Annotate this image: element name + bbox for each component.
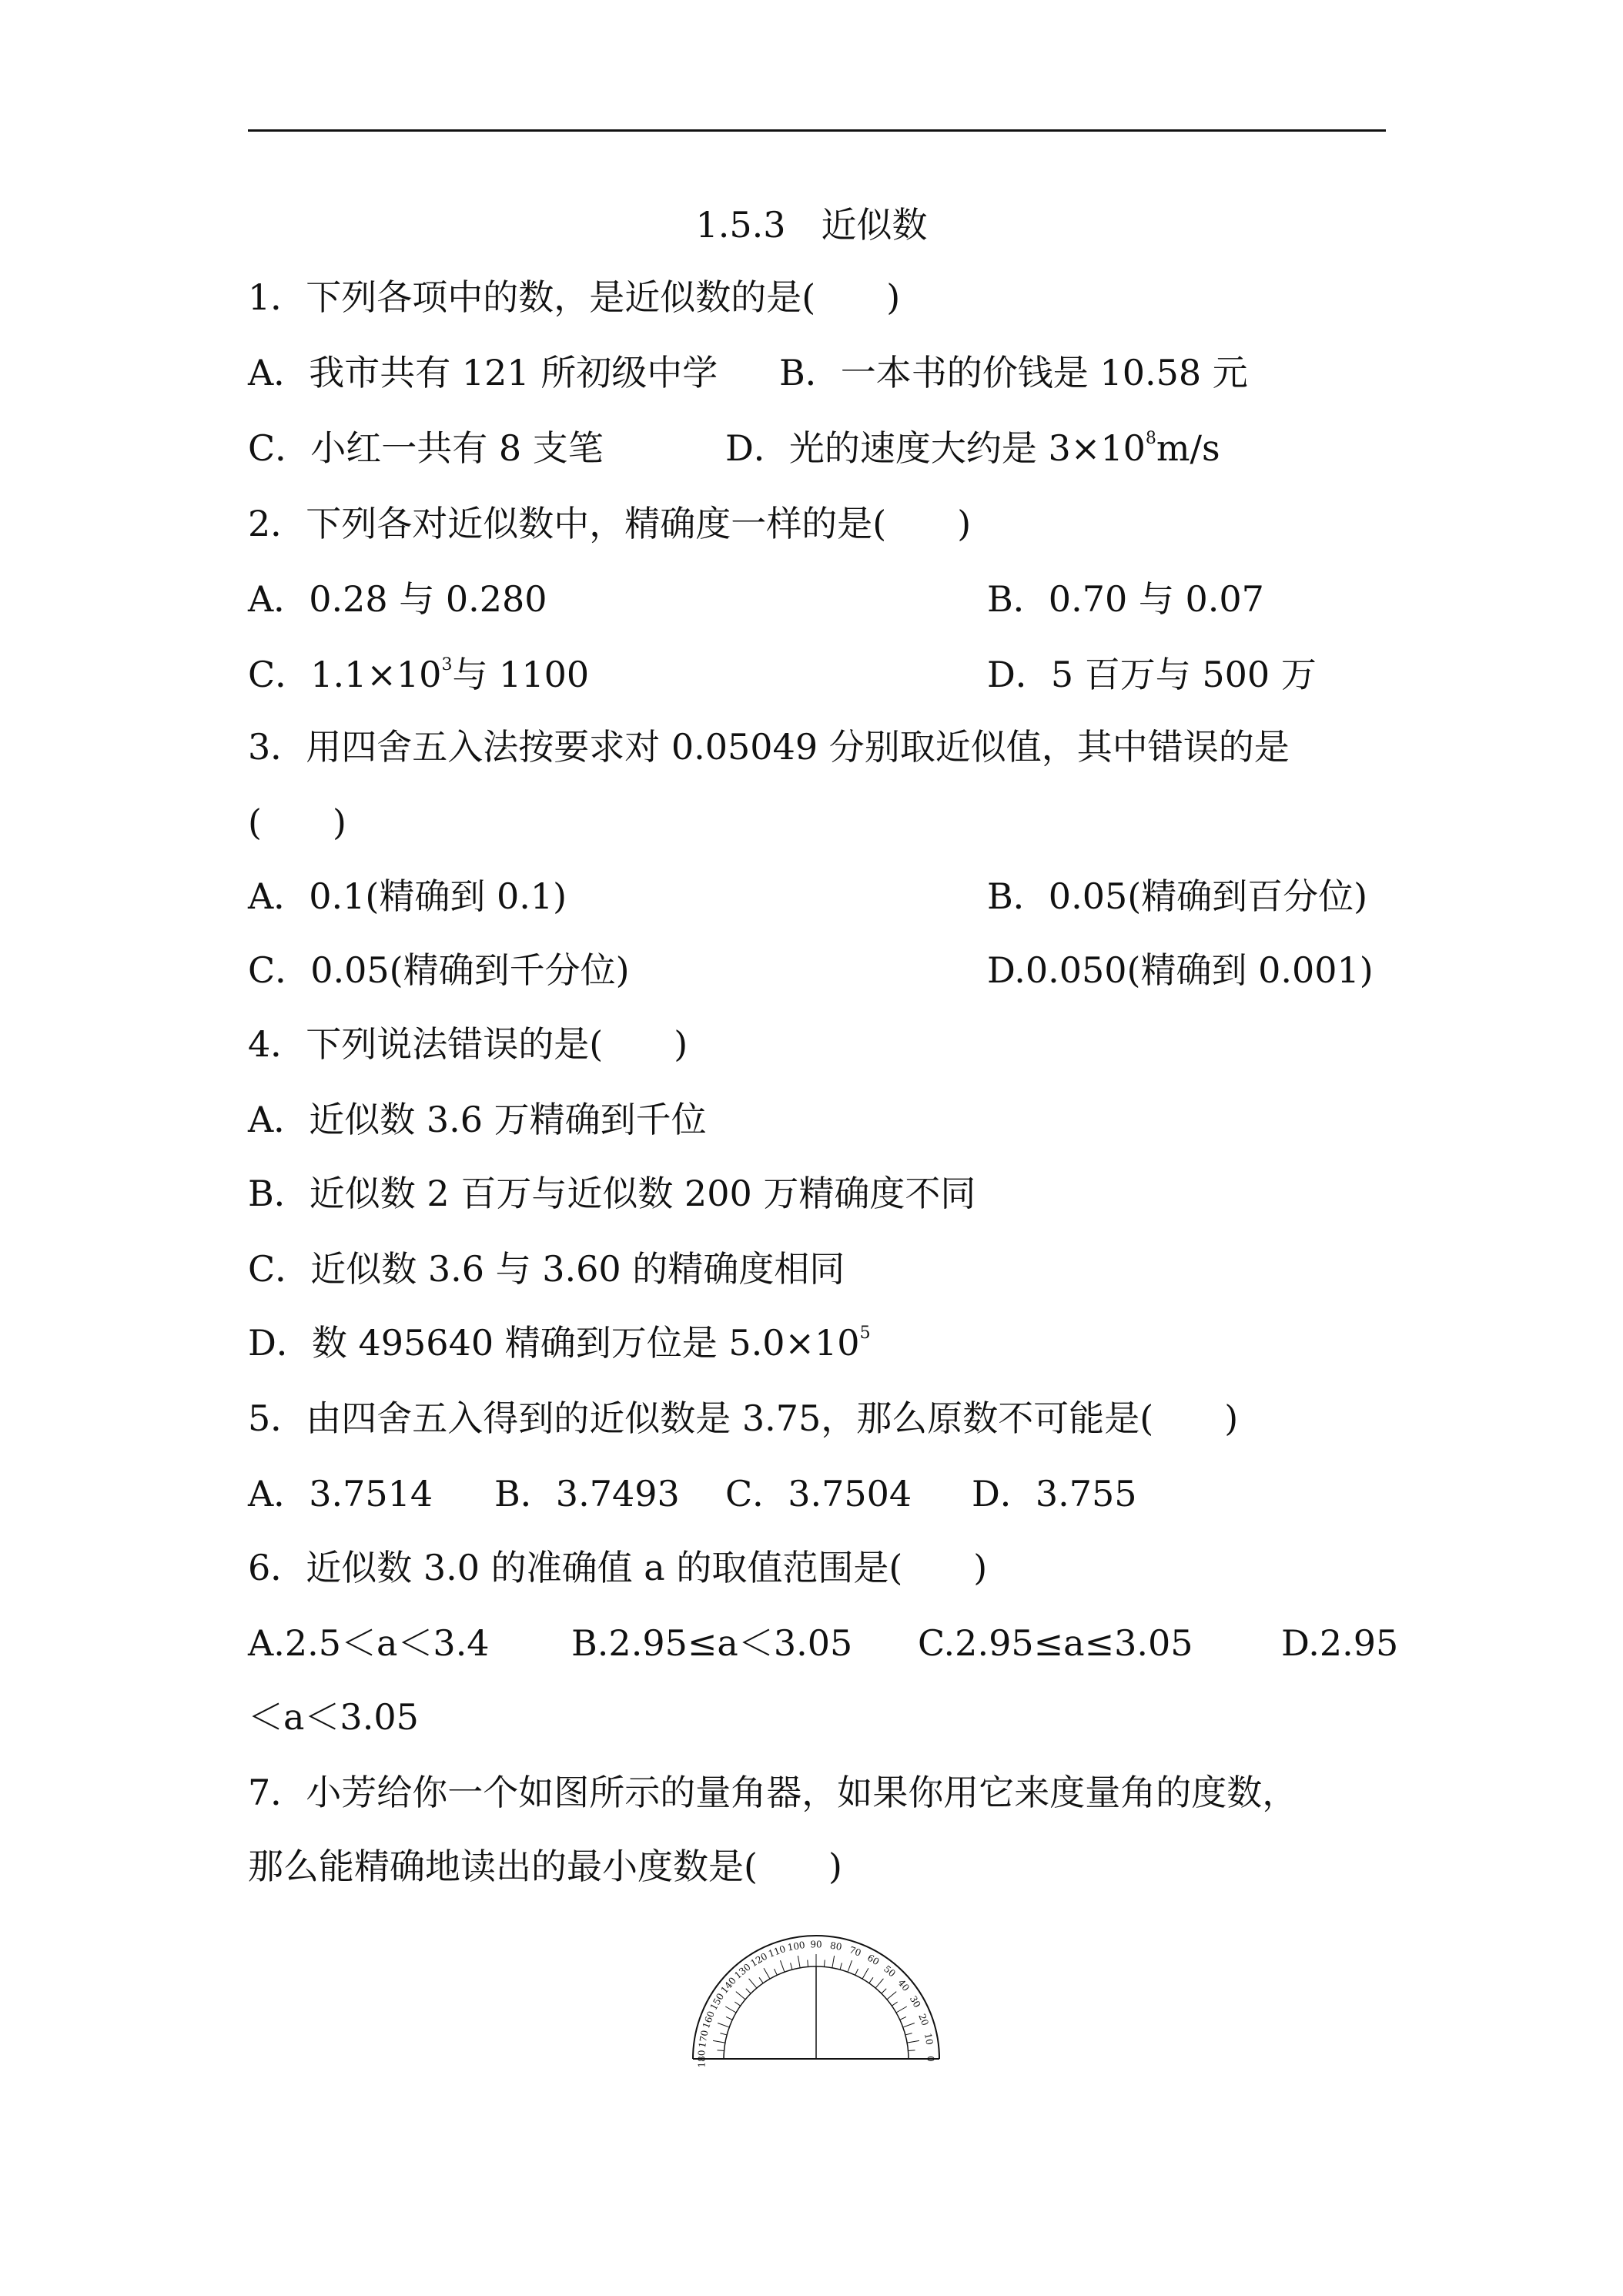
protractor-tick (720, 2033, 727, 2035)
question-6-option-d: D.2.95 (1281, 1622, 1399, 1664)
protractor-tick (882, 1989, 886, 1993)
protractor-tick (717, 2050, 724, 2051)
protractor-tick (798, 1956, 800, 1968)
protractor-tick (749, 1979, 757, 1988)
protractor-label: 50 (882, 1963, 898, 1980)
question-2-option-c-rest: 与 1100 (452, 654, 590, 695)
protractor-label: 150 (708, 1991, 727, 2013)
question-4-option-b: B．近似数 2 百万与近似数 200 万精确度不同 (248, 1173, 976, 1214)
protractor-label: 20 (916, 2012, 931, 2027)
question-3-option-a: A．0.1(精确到 0.1) (248, 875, 567, 917)
question-2-option-a: A．0.28 与 0.280 (248, 578, 547, 620)
question-3-option-d: D.0.050(精确到 0.001) (987, 949, 1374, 991)
question-6-option-d-continued: ＜a＜3.05 (248, 1696, 419, 1738)
question-1-option-d-unit: m/s (1156, 427, 1220, 469)
protractor-tick (832, 1956, 835, 1968)
question-3-stem: 3．用四舍五入法按要求对 0.05049 分别取近似值，其中错误的是 (248, 726, 1290, 768)
question-6-option-b: B.2.95≤a＜3.05 (571, 1622, 853, 1664)
question-2-stem: 2．下列各对近似数中，精确度一样的是( ) (248, 503, 972, 544)
protractor-label: 180 (696, 2050, 708, 2068)
protractor-tick (718, 2023, 729, 2027)
protractor-tick (726, 2017, 732, 2020)
question-5-option-b: B．3.7493 (494, 1473, 680, 1514)
protractor-label: 170 (696, 2029, 711, 2049)
question-5-option-d: D．3.755 (972, 1473, 1137, 1514)
question-2-option-c (248, 651, 589, 698)
question-2-option-c-base: C．1.1×10 (248, 654, 442, 695)
protractor-tick (725, 2006, 736, 2013)
protractor-tick (909, 2050, 915, 2051)
question-1-stem: 1．下列各项中的数，是近似数的是( ) (248, 276, 901, 318)
protractor-tick (855, 1969, 858, 1975)
protractor-tick (905, 2033, 912, 2035)
protractor-tick (713, 2040, 725, 2043)
question-1-option-c: C．小红一共有 8 支笔 (248, 427, 604, 469)
question-5-stem: 5．由四舍五入得到的近似数是 3.75，那么原数不可能是( ) (248, 1397, 1239, 1439)
protractor-label: 120 (748, 1950, 770, 1970)
protractor-tick (780, 1960, 784, 1972)
protractor-label: 110 (767, 1943, 788, 1960)
protractor-label: 140 (718, 1975, 738, 1996)
protractor-tick (862, 1968, 868, 1979)
question-2-option-d: D．5 百万与 500 万 (987, 654, 1317, 695)
protractor-tick (764, 1968, 770, 1979)
question-4-option-d-exponent: 5 (859, 1324, 871, 1343)
protractor-tick (759, 1977, 763, 1983)
protractor-label: 160 (700, 2010, 717, 2030)
question-5-option-a: A．3.7514 (248, 1473, 433, 1514)
protractor-label: 80 (829, 1940, 843, 1953)
question-1-option-d-exponent: 8 (1145, 429, 1156, 448)
question-3-stem-continued: ( ) (248, 802, 346, 843)
question-1-option-b: B．一本书的价钱是 10.58 元 (779, 352, 1248, 393)
question-4-option-c: C．近似数 3.6 与 3.60 的精确度相同 (248, 1248, 845, 1290)
header-rule (248, 129, 1386, 132)
question-5-option-c: C．3.7504 (725, 1473, 912, 1514)
protractor-tick (774, 1969, 777, 1975)
protractor-label: 90 (810, 1939, 822, 1950)
question-1-option-a: A．我市共有 121 所初级中学 (248, 352, 718, 393)
question-2-option-b: B．0.70 与 0.07 (987, 578, 1264, 620)
question-1-option-d-base: D．光的速度大约是 3×10 (725, 427, 1146, 469)
question-4-option-d-base: D．数 495640 精确到万位是 5.0×10 (248, 1322, 860, 1364)
protractor-tick (892, 2002, 897, 2006)
protractor-tick (907, 2040, 919, 2043)
protractor-tick (887, 1992, 896, 2000)
question-3-option-b: B．0.05(精确到百分位) (987, 875, 1368, 917)
protractor-label: 40 (895, 1977, 912, 1993)
protractor-label: 60 (865, 1952, 882, 1968)
protractor-label: 30 (907, 1993, 923, 2010)
question-7-stem-continued: 那么能精确地读出的最小度数是( ) (248, 1846, 842, 1887)
protractor-tick (824, 1960, 825, 1966)
protractor-tick (869, 1977, 873, 1983)
protractor-label: 100 (786, 1939, 806, 1953)
question-6-stem: 6．近似数 3.0 的准确值 a 的取值范围是( ) (248, 1547, 988, 1588)
question-3-option-c: C．0.05(精确到千分位) (248, 949, 630, 991)
protractor-tick (791, 1963, 792, 1970)
question-4-option-d (248, 1320, 871, 1366)
protractor-label: 10 (922, 2032, 935, 2046)
protractor-tick (840, 1963, 842, 1970)
question-2-option-c-exponent: 3 (441, 655, 453, 674)
page-title: 1.5.3 近似数 (695, 204, 928, 246)
protractor-tick (875, 1979, 883, 1988)
protractor-tick (735, 2002, 740, 2006)
protractor-tick (848, 1960, 852, 1972)
question-4-stem: 4．下列说法错误的是( ) (248, 1023, 688, 1065)
protractor-label: 70 (848, 1944, 863, 1959)
protractor-tick (903, 2023, 915, 2027)
protractor-label: 130 (732, 1961, 753, 1981)
protractor-label: 0 (925, 2056, 936, 2062)
question-7-stem: 7．小芳给你一个如图所示的量角器，如果你用它来度量角的度数， (248, 1772, 1298, 1813)
protractor-tick (736, 1992, 745, 2000)
question-4-option-a: A．近似数 3.6 万精确到千位 (248, 1099, 707, 1140)
protractor-drawing (693, 1936, 939, 2067)
protractor-figure (662, 1896, 970, 2073)
protractor-tick (896, 2006, 907, 2013)
question-1-option-d (725, 425, 1220, 471)
protractor-tick (900, 2017, 906, 2020)
question-6-option-c: C.2.95≤a≤3.05 (918, 1622, 1193, 1664)
protractor-tick (746, 1989, 751, 1993)
question-6-option-a: A.2.5＜a＜3.4 (248, 1622, 490, 1664)
